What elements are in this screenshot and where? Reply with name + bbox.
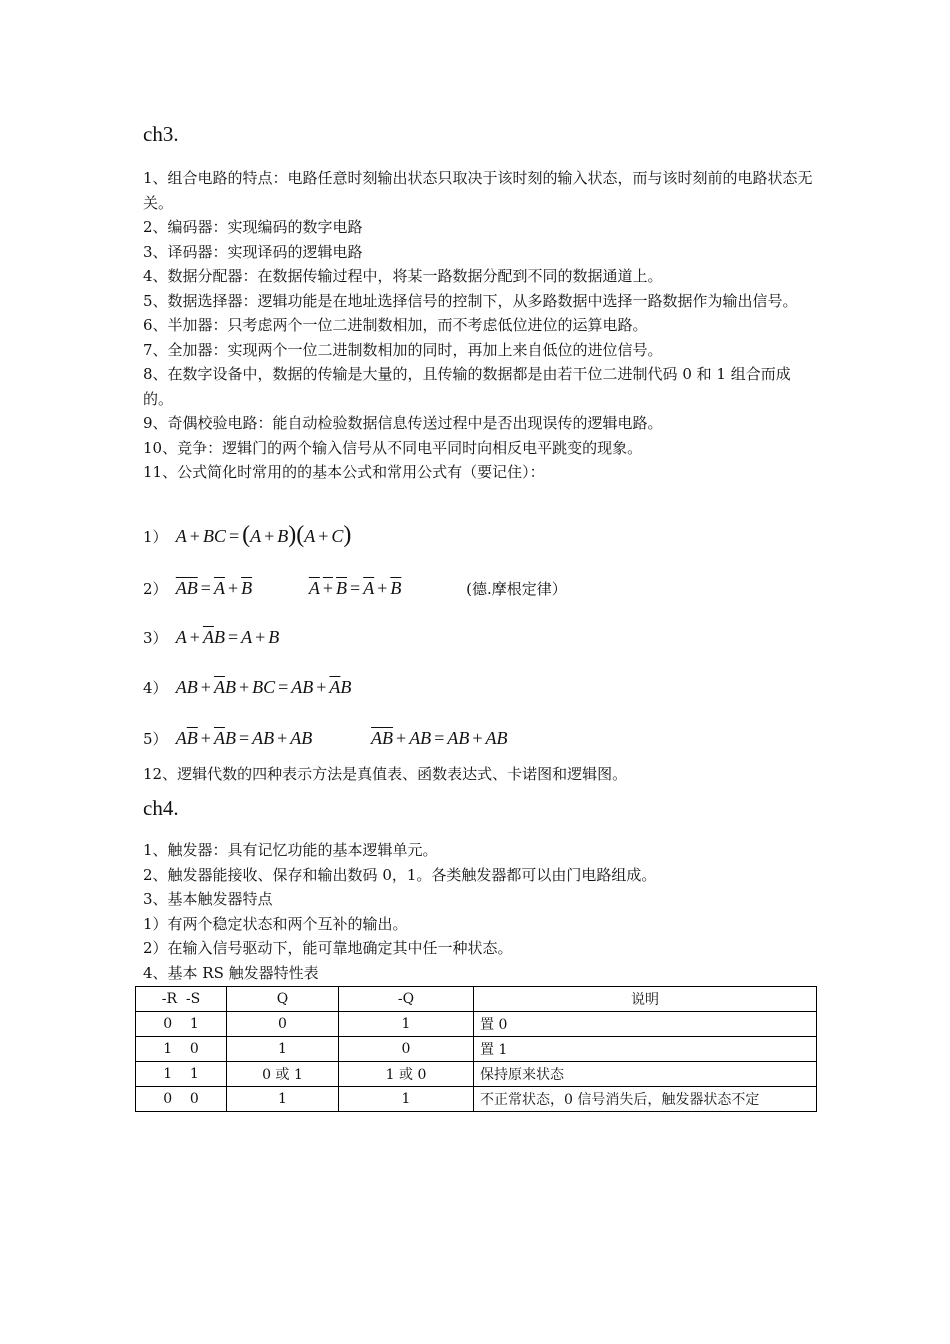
formula-index: 1） xyxy=(143,528,168,546)
ch3-item: 5、数据选择器：逻辑功能是在地址选择信号的控制下，从多路数据中选择一路数据作为输出信号。 xyxy=(143,291,798,310)
table-cell: 0 xyxy=(339,1037,474,1062)
ch3-item: 2、编码器：实现编码的数字电路 xyxy=(143,218,363,236)
table-header-cell: Q xyxy=(227,987,339,1012)
rs-flipflop-table xyxy=(135,986,817,1112)
ch3-items-block xyxy=(143,166,813,485)
table-cell: 1 xyxy=(227,1087,339,1112)
formula-expression: $\overline{AB} = \overline{A} + \overline{B}$ xyxy=(175,578,253,598)
ch4-item: 2）在输入信号驱动下，能可靠地确定其中任一种状态。 xyxy=(143,939,513,957)
ch3-item: 7、全加器：实现两个一位二进制数相加的同时，再加上来自低位的进位信号。 xyxy=(143,340,663,359)
formula-index: 3） xyxy=(143,629,168,647)
ch4-item: 4、基本 RS 触发器特性表 xyxy=(143,963,319,982)
ch4-item: 1）有两个稳定状态和两个互补的输出。 xyxy=(143,914,408,933)
ch3-item: 10、竞争：逻辑门的两个输入信号从不同电平同时向相反电平跳变的现象。 xyxy=(143,438,643,457)
table-header-cell: -Q xyxy=(339,987,474,1012)
ch3-item: 1、组合电路的特点：电路任意时刻输出状态只取决于该时刻的输入状态，而与该时刻前的电路状态无关。 xyxy=(143,169,813,212)
ch4-item: 1、触发器：具有记忆功能的基本逻辑单元。 xyxy=(143,841,438,859)
table-cell: 1 xyxy=(227,1037,339,1062)
table-row xyxy=(136,1062,817,1087)
formula-1 xyxy=(143,522,351,552)
table-cell: 不正常状态，0 信号消失后，触发器状态不定 xyxy=(474,1087,817,1112)
ch3-item: 4、数据分配器：在数据传输过程中，将某一路数据分配到不同的数据通道上。 xyxy=(143,267,663,285)
table-cell: 置 1 xyxy=(474,1037,817,1062)
formula-2 xyxy=(143,578,567,608)
formula-expression: $A + \overline{A}B = A + B$ xyxy=(175,627,280,647)
ch3-heading: ch3. xyxy=(143,122,179,146)
table-cell: 1 0 xyxy=(136,1037,227,1062)
table-cell: 0 或 1 xyxy=(227,1062,339,1087)
table-cell: 保持原来状态 xyxy=(474,1062,817,1087)
table-row xyxy=(136,1012,817,1037)
ch3-item: 9、奇偶校验电路：能自动检验数据信息传送过程中是否出现误传的逻辑电路。 xyxy=(143,414,663,432)
formula-5 xyxy=(143,728,508,758)
formula-note: (德.摩根定律） xyxy=(466,580,567,598)
formula-expression: $\overline{A}\overline{B}$ + AB = AB + AB xyxy=(371,728,508,748)
table-cell: 1 或 0 xyxy=(339,1062,474,1087)
formula-expression: AB + $\overline{A}B$ + BC = AB + $\overline{A}B$ xyxy=(175,677,352,697)
table-row xyxy=(136,1087,817,1112)
table-cell: 0 0 xyxy=(136,1087,227,1112)
formula-expression: $A\overline{B} + \overline{A}B$ = AB + AB xyxy=(175,728,313,748)
table-row xyxy=(136,1037,817,1062)
ch3-item: 6、半加器：只考虑两个一位二进制数相加，而不考虑低位进位的运算电路。 xyxy=(143,316,648,334)
table-header-cell: 说明 xyxy=(474,987,817,1012)
ch3-item: 3、译码器：实现译码的逻辑电路 xyxy=(143,242,363,261)
table-cell: 0 xyxy=(227,1012,339,1037)
formula-4 xyxy=(143,677,351,707)
table-cell: 1 1 xyxy=(136,1062,227,1087)
formula-3 xyxy=(143,627,279,657)
formula-index: 2） xyxy=(143,580,168,598)
formula-index: 4） xyxy=(143,679,168,697)
ch3-item: 8、在数字设备中，数据的传输是大量的，且传输的数据都是由若干位二进制代码 0 和 1 组合而成的。 xyxy=(143,365,791,408)
ch4-item: 3、基本触发器特点 xyxy=(143,890,273,908)
table-cell: 1 xyxy=(339,1012,474,1037)
table-cell: 置 0 xyxy=(474,1012,817,1037)
table-header-row xyxy=(136,987,817,1012)
ch4-item: 2、触发器能接收、保存和输出数码 0，1。各类触发器都可以由门电路组成。 xyxy=(143,865,657,884)
ch3-item-12: 12、逻辑代数的四种表示方法是真值表、函数表达式、卡诺图和逻辑图。 xyxy=(143,765,628,783)
ch3-item: 11、公式简化时常用的的基本公式和常用公式有（要记住）： xyxy=(143,463,545,481)
table-cell: 1 xyxy=(339,1087,474,1112)
formula-expression: A + BC = (A + B)(A + C) xyxy=(175,522,352,548)
ch4-heading: ch4. xyxy=(143,796,179,820)
table-cell: 0 1 xyxy=(136,1012,227,1037)
table-header-cell: -R -S xyxy=(136,987,227,1012)
formula-expression: $A + B = \overline{A} + \overline{B}$ xyxy=(308,578,402,598)
ch4-items-block xyxy=(143,838,813,985)
formula-index: 5） xyxy=(143,730,168,748)
